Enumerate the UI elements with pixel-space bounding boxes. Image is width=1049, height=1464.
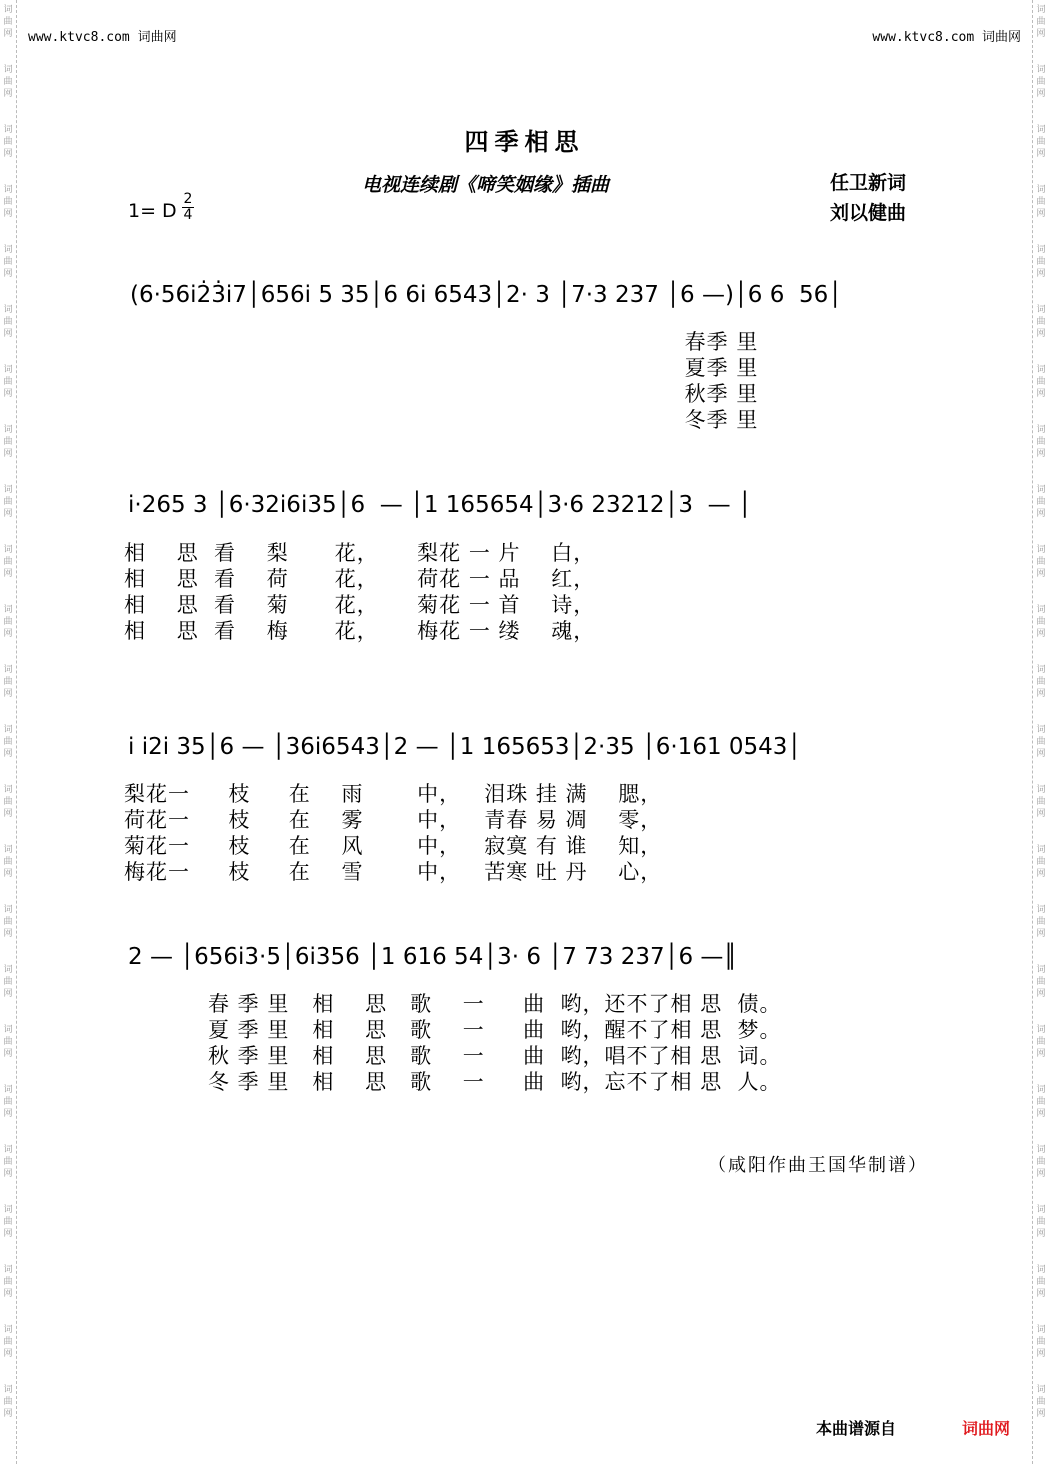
footer-label: 本曲谱源自 [816, 1419, 897, 1438]
score-row-3-notes: i i2i 35│6 — │36i6543│2 — │1 165653│2·35 │6·161 0543│ [128, 734, 802, 760]
watermark-text: 词 曲 网 [3, 605, 13, 639]
score-row-4-lyric-4: 冬 季 里 相 思 歌 一 曲 哟，忘不了相 思 人。 [208, 1070, 782, 1094]
watermark-text: 词 曲 网 [1036, 785, 1046, 819]
watermark-text: 词 曲 网 [3, 425, 13, 459]
left-watermark-strip [0, 0, 17, 1464]
watermark-text: 词 曲 网 [1036, 5, 1046, 39]
watermark-text: 词 曲 网 [1036, 1385, 1046, 1419]
watermark-text: 词 曲 网 [3, 1145, 13, 1179]
score-row-1-lyric-2: 夏季 里 [86, 356, 759, 380]
watermark-text: 词 曲 网 [1036, 425, 1046, 459]
watermark-text: 词 曲 网 [3, 125, 13, 159]
watermark-text: 词 曲 网 [1036, 365, 1046, 399]
footer-site-link[interactable]: 词曲网 [962, 1419, 1011, 1438]
watermark-text: 词 曲 网 [3, 5, 13, 39]
watermark-text: 词 曲 网 [1036, 305, 1046, 339]
watermark-text: 词 曲 网 [3, 725, 13, 759]
score-row-1-lyric-1: 春季 里 [86, 330, 759, 354]
watermark-text: 词 曲 网 [1036, 725, 1046, 759]
watermark-text: 词 曲 网 [1036, 665, 1046, 699]
watermark-text: 词 曲 网 [1036, 905, 1046, 939]
transcriber-note: （咸阳作曲王国华制谱） [708, 1155, 928, 1176]
watermark-text: 词 曲 网 [3, 185, 13, 219]
watermark-text: 词 曲 网 [3, 1025, 13, 1059]
time-signature-bottom: 4 [183, 207, 193, 223]
watermark-text: 词 曲 网 [1036, 1205, 1046, 1239]
song-title: 四季相思 [464, 127, 585, 156]
score-row-1-notes: (6·56i2̇3̇i7│656i 5 35│6 6i 6543│2· 3 │7·3 237 │6 —)│6 6 56│ [130, 282, 843, 308]
score-row-2-notes: i·265 3 │6·32i6i35│6 — │1 165654│3·6 23212│3 — │ [128, 492, 752, 518]
watermark-text: 词 曲 网 [3, 785, 13, 819]
watermark-text: 词 曲 网 [1036, 245, 1046, 279]
watermark-text: 词 曲 网 [1036, 65, 1046, 99]
watermark-text: 词 曲 网 [3, 545, 13, 579]
watermark-text: 词 曲 网 [3, 1085, 13, 1119]
score-row-2-lyric-3: 相 思 看 菊 花， 菊花 一 首 诗， [124, 593, 596, 617]
watermark-text: 词 曲 网 [3, 1385, 13, 1419]
key-signature: 1= D [128, 200, 177, 222]
lyricist-credit: 任卫新词 [830, 172, 907, 194]
watermark-text: 词 曲 网 [1036, 1025, 1046, 1059]
time-signature-top: 2 [183, 191, 193, 207]
watermark-text: 词 曲 网 [1036, 125, 1046, 159]
score-row-3-lyric-2: 荷花一 枝 在 雾 中， 青春 易 凋 零， [124, 808, 663, 832]
watermark-text: 词 曲 网 [3, 665, 13, 699]
score-row-4-lyric-1: 春 季 里 相 思 歌 一 曲 哟，还不了相 思 债。 [208, 992, 782, 1016]
watermark-text: 词 曲 网 [3, 365, 13, 399]
watermark-text: 词 曲 网 [1036, 545, 1046, 579]
watermark-text: 词 曲 网 [3, 1325, 13, 1359]
score-row-2-lyric-4: 相 思 看 梅 花， 梅花 一 缕 魂， [124, 619, 596, 643]
watermark-text: 词 曲 网 [1036, 1085, 1046, 1119]
watermark-text: 词 曲 网 [1036, 965, 1046, 999]
watermark-text: 词 曲 网 [3, 485, 13, 519]
watermark-text: 词 曲 网 [3, 1265, 13, 1299]
score-row-2-lyric-2: 相 思 看 荷 花， 荷花 一 品 红， [124, 567, 596, 591]
watermark-text: 词 曲 网 [1036, 845, 1046, 879]
watermark-text: 词 曲 网 [1036, 485, 1046, 519]
watermark-text: 词 曲 网 [1036, 1145, 1046, 1179]
score-row-4-lyric-3: 秋 季 里 相 思 歌 一 曲 哟，唱不了相 思 词。 [208, 1044, 782, 1068]
score-row-3-lyric-1: 梨花一 枝 在 雨 中， 泪珠 挂 满 腮， [124, 782, 663, 806]
watermark-text: 词 曲 网 [1036, 185, 1046, 219]
watermark-text: 词 曲 网 [1036, 605, 1046, 639]
watermark-text: 词 曲 网 [1036, 1265, 1046, 1299]
watermark-text: 词 曲 网 [3, 245, 13, 279]
score-row-2-lyric-1: 相 思 看 梨 花， 梨花 一 片 白， [124, 541, 596, 565]
right-watermark-strip [1032, 0, 1049, 1464]
watermark-text: 词 曲 网 [1036, 1325, 1046, 1359]
header-right-url: www.ktvc8.com 词曲网 [872, 30, 1021, 45]
watermark-text: 词 曲 网 [3, 845, 13, 879]
watermark-text: 词 曲 网 [3, 965, 13, 999]
score-row-4-lyric-2: 夏 季 里 相 思 歌 一 曲 哟，醒不了相 思 梦。 [208, 1018, 782, 1042]
score-row-4-notes: 2 — │656i3·5│6i356 │1 616 54│3· 6 │7 73 237│6 —║ [128, 944, 738, 970]
time-signature [182, 192, 194, 223]
watermark-text: 词 曲 网 [3, 65, 13, 99]
watermark-text: 词 曲 网 [3, 1205, 13, 1239]
score-row-1-lyric-4: 冬季 里 [86, 408, 759, 432]
watermark-text: 词 曲 网 [3, 305, 13, 339]
composer-credit: 刘以健曲 [830, 202, 907, 224]
header-left-url: www.ktvc8.com 词曲网 [28, 30, 177, 45]
score-row-3-lyric-3: 菊花一 枝 在 风 中， 寂寞 有 谁 知， [124, 834, 663, 858]
score-row-1-lyric-3: 秋季 里 [86, 382, 759, 406]
watermark-text: 词 曲 网 [3, 905, 13, 939]
score-row-3-lyric-4: 梅花一 枝 在 雪 中， 苦寒 吐 丹 心， [124, 860, 663, 884]
song-subtitle: 电视连续剧《啼笑姻缘》插曲 [362, 174, 610, 196]
